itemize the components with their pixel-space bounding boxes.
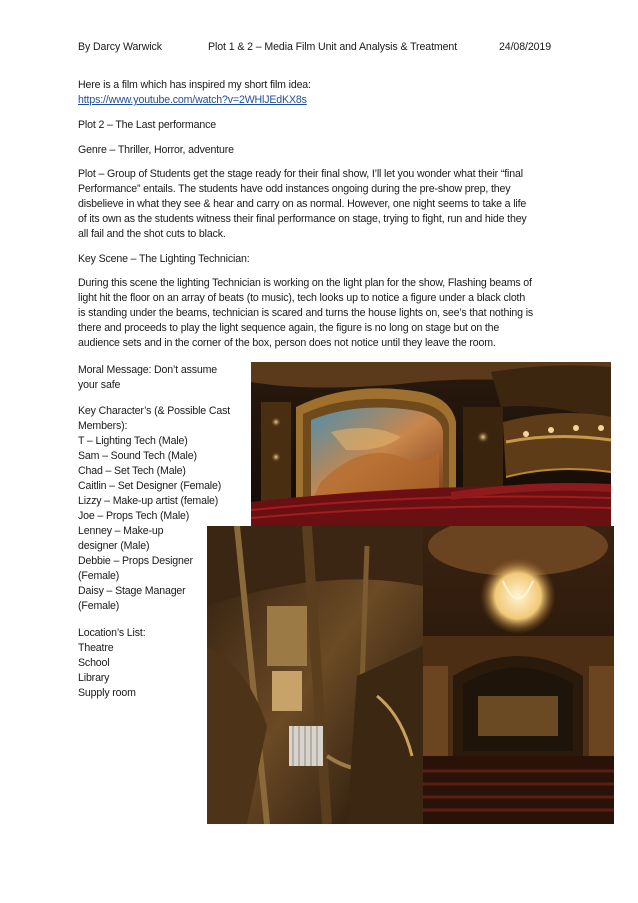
location-item: School <box>78 657 110 669</box>
location-item: Theatre <box>78 642 114 654</box>
character-item: (Female) <box>78 600 120 612</box>
character-item: Lenney – Make-up <box>78 525 164 537</box>
character-item: Daisy – Stage Manager <box>78 585 186 597</box>
auditorium-chandelier-photo <box>423 526 614 824</box>
character-item: Chad – Set Tech (Male) <box>78 465 186 477</box>
characters-heading: Members): <box>78 420 128 432</box>
location-item: Supply room <box>78 687 136 699</box>
character-item: (Female) <box>78 570 120 582</box>
backstage-rigging-photo <box>207 526 423 824</box>
plot-heading: Plot 2 – The Last performance <box>78 119 216 131</box>
header-date: 24/08/2019 <box>499 41 552 53</box>
moral-line: Moral Message: Don’t assume <box>78 364 218 376</box>
plot-line: of its own as the students witness their final performance on stage, trying to fight, run and hide they <box>78 213 527 225</box>
scene-line: light hit the floor on an array of beats (to music), tech looks up to notice a figure under a black cloth <box>78 292 526 304</box>
plot-line: Plot – Group of Students get the stage ready for their final show, I’ll let you wonder what their “final <box>78 168 523 180</box>
scene-line: audience sets and in the corner of the box, person does not notice until they leave the room. <box>78 337 496 349</box>
scene-line: During this scene the lighting Technician is working on the light plan for the show, Flashing beams of <box>78 277 532 289</box>
plot-line: all fail and the shot cuts to black. <box>78 228 226 240</box>
character-item: Debbie – Props Designer <box>78 555 193 567</box>
character-item: T – Lighting Tech (Male) <box>78 435 188 447</box>
scene-line: is standing under the beams, technician is scared and turns the house lights on, see’s that nothing is <box>78 307 534 319</box>
characters-heading: Key Character’s (& Possible Cast <box>78 405 231 417</box>
character-item: designer (Male) <box>78 540 150 552</box>
header-author: By Darcy Warwick <box>78 41 162 53</box>
scene-line: there and proceeds to play the light sequence again, the figure is no long on stage but on the <box>78 322 500 334</box>
character-item: Sam – Sound Tech (Male) <box>78 450 197 462</box>
key-scene-heading: Key Scene – The Lighting Technician: <box>78 253 250 265</box>
character-item: Caitlin – Set Designer (Female) <box>78 480 222 492</box>
locations-heading: Location’s List: <box>78 627 146 639</box>
character-item: Lizzy – Make-up artist (female) <box>78 495 219 507</box>
genre-line: Genre – Thriller, Horror, adventure <box>78 144 234 156</box>
theatre-stage-photo <box>251 362 611 527</box>
intro-line: Here is a film which has inspired my short film idea: <box>78 79 311 91</box>
location-item: Library <box>78 672 110 684</box>
moral-line: your safe <box>78 379 121 391</box>
header-title: Plot 1 & 2 – Media Film Unit and Analysis & Treatment <box>208 41 458 53</box>
inspiration-link[interactable]: https://www.youtube.com/watch?v=2WHlJEdKX8s <box>78 94 307 106</box>
plot-line: disbelieve in what they see & hear and carry on as normal. However, one night seems to take a life <box>78 198 527 210</box>
character-item: Joe – Props Tech (Male) <box>78 510 190 522</box>
plot-line: Performance” entails. The students have odd instances ongoing during the pre-show prep, they <box>78 183 511 195</box>
